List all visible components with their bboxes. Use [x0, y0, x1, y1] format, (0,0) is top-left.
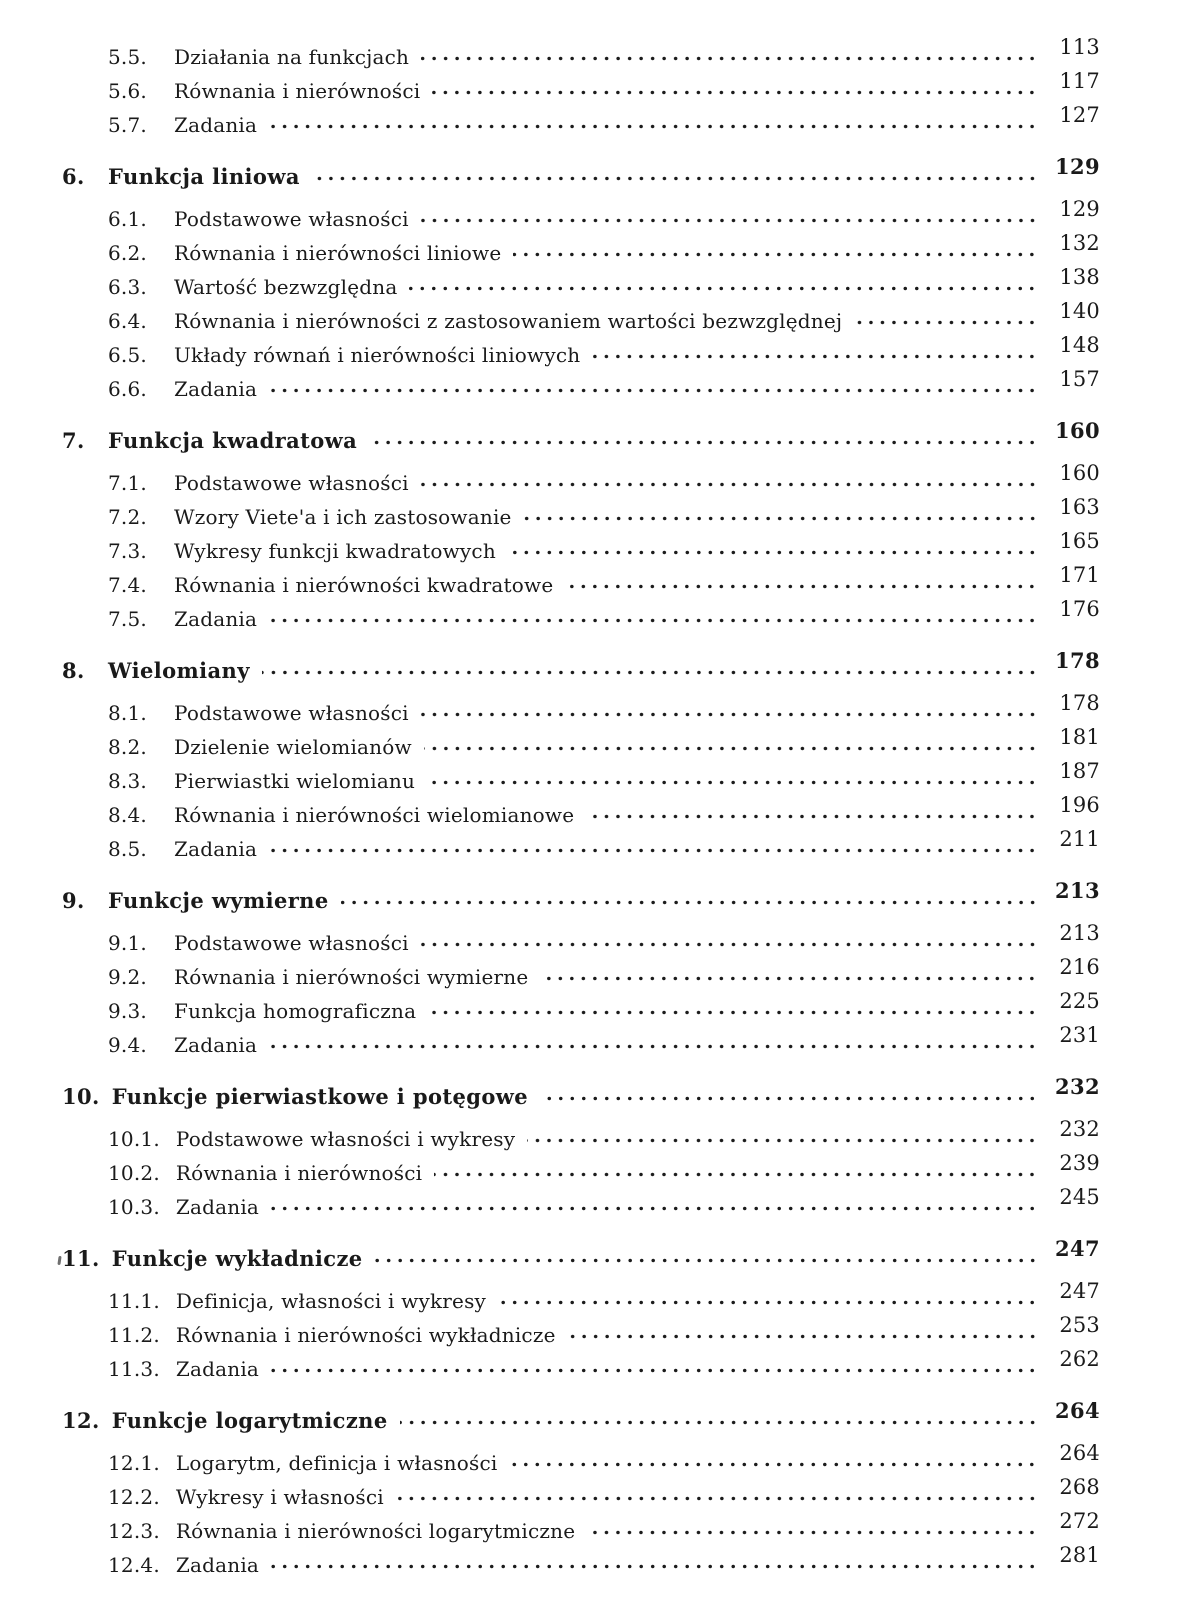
toc-entry-page: 117	[1059, 68, 1100, 93]
toc-entry-page: 127	[1059, 102, 1100, 127]
toc-entry-page: 187	[1059, 758, 1100, 783]
toc-entry-title: Zadania	[174, 113, 258, 137]
toc-entry-title: Dzielenie wielomianów	[174, 735, 412, 759]
toc-item-row	[62, 332, 1100, 366]
dot-leader	[434, 1172, 1038, 1177]
toc-entry-page: 178	[1054, 647, 1100, 673]
toc-item-row	[62, 230, 1100, 264]
toc-entry-page: 213	[1059, 920, 1100, 945]
toc-entry-title: Funkcje logarytmiczne	[111, 1407, 388, 1433]
toc-item-row	[62, 758, 1100, 792]
toc-item-row	[62, 690, 1100, 724]
toc-entry-number: 6.6.	[108, 377, 147, 401]
dot-leader	[271, 1368, 1038, 1373]
toc-entry-number: 7.2.	[108, 505, 147, 529]
toc-entry-page: 129	[1059, 196, 1100, 221]
toc-entry-page: 160	[1059, 460, 1100, 485]
toc-item-row	[62, 366, 1100, 400]
toc-item-row	[62, 826, 1100, 860]
toc-entry-page: 272	[1059, 1508, 1100, 1533]
dot-leader	[540, 1096, 1038, 1101]
toc-item-row	[62, 1312, 1100, 1346]
toc-item-row	[62, 1116, 1100, 1150]
dot-leader	[396, 1496, 1038, 1501]
scan-artifact-speck	[57, 1256, 61, 1265]
toc-entry-title: Podstawowe własności	[174, 207, 409, 231]
toc-entry-title: Równania i nierówności liniowe	[174, 241, 502, 265]
toc-item-row	[62, 298, 1100, 332]
dot-leader	[586, 814, 1038, 819]
dot-leader	[524, 516, 1038, 521]
toc-item-row	[62, 264, 1100, 298]
dot-leader	[854, 320, 1038, 325]
toc-entry-number: 6.4.	[108, 309, 147, 333]
toc-entry-number: 11.3.	[108, 1357, 160, 1381]
toc-entry-number: 5.6.	[108, 79, 147, 103]
dot-leader	[269, 618, 1038, 623]
toc-entry-page: 247	[1059, 1278, 1100, 1303]
toc-entry-number: 12.2.	[108, 1485, 160, 1509]
toc-entry-page: 176	[1059, 596, 1100, 621]
toc-chapter-row	[62, 1074, 1100, 1108]
toc-entry-page: 196	[1059, 792, 1100, 817]
toc-entry-page: 178	[1059, 690, 1100, 715]
toc-entry-page: 262	[1059, 1346, 1100, 1371]
toc-entry-title: Równania i nierówności z zastosowaniem wartości bezwzględnej	[174, 309, 843, 333]
dot-leader	[540, 976, 1038, 981]
toc-item-row	[62, 1542, 1100, 1576]
toc-entry-page: 163	[1059, 494, 1100, 519]
toc-entry-number: 10.1.	[108, 1127, 160, 1151]
dot-leader	[568, 1334, 1038, 1339]
toc-item-row	[62, 1022, 1100, 1056]
toc-entry-title: Podstawowe własności i wykresy	[175, 1127, 516, 1151]
toc-entry-title: Równania i nierówności	[174, 79, 421, 103]
toc-entry-page: 253	[1059, 1312, 1100, 1337]
toc-entry-number: 6.2.	[108, 241, 147, 265]
toc-item-row	[62, 596, 1100, 630]
toc-item-row	[62, 988, 1100, 1022]
toc-entry-title: Zadania	[174, 837, 258, 861]
toc-entry-page: 232	[1059, 1116, 1100, 1141]
dot-leader	[565, 584, 1038, 589]
toc-entry-page: 157	[1059, 366, 1100, 391]
toc-entry-title: Wykresy i własności	[175, 1485, 384, 1509]
toc-entry-number: 5.5.	[108, 45, 147, 69]
toc-entry-page: 160	[1054, 417, 1100, 443]
toc-item-row	[62, 724, 1100, 758]
toc-entry-title: Logarytm, definicja i własności	[175, 1451, 498, 1475]
toc-item-row	[62, 34, 1100, 68]
toc-entry-title: Równania i nierówności wielomianowe	[174, 803, 575, 827]
toc-item-row	[62, 68, 1100, 102]
dot-leader	[587, 1530, 1038, 1535]
dot-leader	[421, 218, 1038, 223]
toc-entry-number: 7.	[62, 427, 85, 453]
toc-item-row	[62, 792, 1100, 826]
toc-entry-page: 245	[1059, 1184, 1100, 1209]
dot-leader	[421, 56, 1038, 61]
table-of-contents	[62, 34, 1100, 1576]
dot-leader	[427, 780, 1038, 785]
toc-entry-title: Funkcja kwadratowa	[108, 427, 358, 453]
toc-entry-number: 10.3.	[108, 1195, 160, 1219]
toc-entry-title: Wzory Viete'a i ich zastosowanie	[174, 505, 512, 529]
dot-leader	[409, 286, 1038, 291]
toc-entry-number: 6.5.	[108, 343, 147, 367]
toc-entry-number: 7.1.	[108, 471, 147, 495]
toc-entry-title: Funkcje wymierne	[108, 887, 329, 913]
toc-entry-number: 8.5.	[108, 837, 147, 861]
dot-leader	[421, 482, 1038, 487]
dot-leader	[375, 1258, 1038, 1263]
toc-entry-page: 165	[1059, 528, 1100, 553]
toc-entry-number: 8.	[62, 657, 85, 683]
dot-leader	[432, 90, 1038, 95]
dot-leader	[271, 1564, 1038, 1569]
toc-item-row	[62, 920, 1100, 954]
dot-leader	[509, 1462, 1038, 1467]
toc-item-row	[62, 494, 1100, 528]
toc-entry-page: 213	[1054, 877, 1100, 903]
toc-entry-number: 12.4.	[108, 1553, 160, 1577]
toc-entry-title: Podstawowe własności	[174, 931, 409, 955]
toc-entry-title: Definicja, własności i wykresy	[175, 1289, 487, 1313]
toc-item-row	[62, 1184, 1100, 1218]
toc-item-row	[62, 1474, 1100, 1508]
toc-entry-title: Funkcja liniowa	[108, 163, 300, 189]
toc-entry-page: 264	[1059, 1440, 1100, 1465]
dot-leader	[421, 942, 1038, 947]
toc-entry-number: 11.2.	[108, 1323, 160, 1347]
toc-entry-page: 140	[1059, 298, 1100, 323]
toc-entry-title: Układy równań i nierówności liniowych	[174, 343, 581, 367]
dot-leader	[269, 848, 1038, 853]
toc-entry-number: 8.1.	[108, 701, 147, 725]
toc-chapter-row	[62, 1398, 1100, 1432]
dot-leader	[269, 124, 1038, 129]
toc-chapter-row	[62, 418, 1100, 452]
toc-chapter-row	[62, 648, 1100, 682]
toc-item-row	[62, 1440, 1100, 1474]
toc-item-row	[62, 1346, 1100, 1380]
dot-leader	[269, 388, 1038, 393]
toc-entry-title: Równania i nierówności wymierne	[174, 965, 529, 989]
toc-entry-page: 281	[1059, 1542, 1100, 1567]
toc-chapter-row	[62, 878, 1100, 912]
toc-entry-title: Zadania	[174, 377, 258, 401]
dot-leader	[341, 900, 1038, 905]
dot-leader	[513, 252, 1038, 257]
toc-entry-page: 171	[1059, 562, 1100, 587]
dot-leader	[527, 1138, 1038, 1143]
toc-item-row	[62, 954, 1100, 988]
dot-leader	[424, 746, 1038, 751]
toc-entry-title: Działania na funkcjach	[174, 45, 410, 69]
toc-entry-page: 211	[1059, 826, 1100, 851]
toc-entry-number: 10.	[62, 1083, 100, 1109]
toc-item-row	[62, 1278, 1100, 1312]
toc-item-row	[62, 196, 1100, 230]
toc-entry-number: 11.	[62, 1245, 100, 1271]
toc-chapter-row	[62, 1236, 1100, 1270]
toc-entry-title: Zadania	[174, 607, 258, 631]
dot-leader	[271, 1206, 1038, 1211]
dot-leader	[369, 440, 1038, 445]
toc-entry-title: Funkcja homograficzna	[174, 999, 417, 1023]
toc-entry-page: 216	[1059, 954, 1100, 979]
dot-leader	[421, 712, 1038, 717]
toc-entry-number: 9.3.	[108, 999, 147, 1023]
dot-leader	[262, 670, 1038, 675]
toc-entry-title: Wartość bezwzględna	[174, 275, 398, 299]
toc-item-row	[62, 1508, 1100, 1542]
toc-item-row	[62, 460, 1100, 494]
dot-leader	[508, 550, 1038, 555]
toc-entry-title: Równania i nierówności wykładnicze	[175, 1323, 556, 1347]
toc-entry-number: 8.2.	[108, 735, 147, 759]
dot-leader	[428, 1010, 1038, 1015]
toc-entry-number: 12.1.	[108, 1451, 160, 1475]
toc-entry-title: Wielomiany	[108, 657, 250, 683]
toc-entry-number: 9.1.	[108, 931, 147, 955]
toc-item-row	[62, 562, 1100, 596]
toc-item-row	[62, 102, 1100, 136]
toc-entry-number: 7.5.	[108, 607, 147, 631]
toc-entry-page: 264	[1054, 1397, 1100, 1423]
toc-entry-number: 8.3.	[108, 769, 147, 793]
toc-entry-number: 6.1.	[108, 207, 147, 231]
toc-entry-number: 11.1.	[108, 1289, 160, 1313]
toc-entry-number: 7.3.	[108, 539, 147, 563]
toc-entry-number: 6.	[62, 163, 85, 189]
toc-entry-number: 9.4.	[108, 1033, 147, 1057]
toc-entry-number: 5.7.	[108, 113, 147, 137]
toc-entry-number: 10.2.	[108, 1161, 160, 1185]
toc-entry-title: Zadania	[175, 1357, 260, 1381]
toc-entry-title: Zadania	[175, 1553, 260, 1577]
toc-entry-title: Podstawowe własności	[174, 701, 409, 725]
toc-entry-page: 239	[1059, 1150, 1100, 1175]
toc-entry-title: Wykresy funkcji kwadratowych	[174, 539, 496, 563]
toc-entry-title: Zadania	[174, 1033, 258, 1057]
dot-leader	[498, 1300, 1038, 1305]
dot-leader	[312, 176, 1038, 181]
dot-leader	[269, 1044, 1038, 1049]
toc-entry-title: Pierwiastki wielomianu	[174, 769, 416, 793]
toc-entry-number: 9.2.	[108, 965, 147, 989]
toc-entry-page: 231	[1059, 1022, 1100, 1047]
toc-entry-page: 113	[1059, 34, 1100, 59]
toc-chapter-row	[62, 154, 1100, 188]
toc-item-row	[62, 1150, 1100, 1184]
toc-entry-title: Funkcje pierwiastkowe i potęgowe	[111, 1083, 528, 1109]
toc-entry-page: 247	[1054, 1235, 1100, 1261]
toc-entry-title: Równania i nierówności	[175, 1161, 423, 1185]
toc-entry-page: 232	[1054, 1073, 1100, 1099]
toc-entry-number: 12.3.	[108, 1519, 160, 1543]
toc-entry-number: 12.	[62, 1407, 100, 1433]
toc-entry-number: 9.	[62, 887, 85, 913]
toc-entry-page: 225	[1059, 988, 1100, 1013]
toc-entry-page: 268	[1059, 1474, 1100, 1499]
toc-entry-title: Równania i nierówności logarytmiczne	[175, 1519, 576, 1543]
toc-entry-number: 8.4.	[108, 803, 147, 827]
toc-entry-title: Funkcje wykładnicze	[111, 1245, 363, 1271]
toc-entry-page: 138	[1059, 264, 1100, 289]
toc-item-row	[62, 528, 1100, 562]
toc-entry-page: 181	[1059, 724, 1100, 749]
toc-entry-number: 7.4.	[108, 573, 147, 597]
dot-leader	[400, 1420, 1038, 1425]
dot-leader	[592, 354, 1038, 359]
toc-entry-number: 6.3.	[108, 275, 147, 299]
toc-entry-title: Zadania	[175, 1195, 260, 1219]
toc-entry-title: Podstawowe własności	[174, 471, 409, 495]
toc-entry-page: 129	[1054, 153, 1100, 179]
toc-entry-page: 148	[1059, 332, 1100, 357]
toc-entry-page: 132	[1059, 230, 1100, 255]
toc-entry-title: Równania i nierówności kwadratowe	[174, 573, 554, 597]
